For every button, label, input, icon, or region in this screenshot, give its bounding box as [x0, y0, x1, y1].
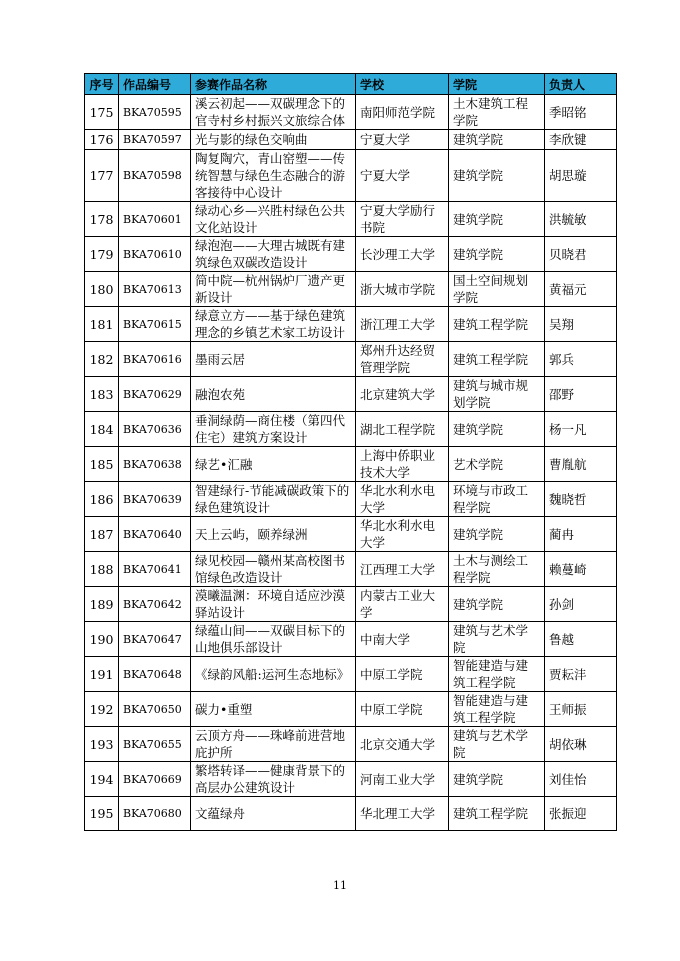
leader-name: 赖蔓崎 — [545, 552, 617, 587]
table-row — [85, 272, 617, 307]
school-name: 中原工学院 — [356, 692, 449, 727]
leader-name: 张振迎 — [545, 797, 617, 831]
table-header — [85, 74, 617, 95]
college-name: 智能建造与建筑工程学院 — [449, 692, 545, 727]
row-index: 184 — [85, 412, 119, 447]
leader-name: 贝晓君 — [545, 237, 617, 272]
row-index: 176 — [85, 130, 119, 150]
table-row — [85, 517, 617, 552]
leader-name: 杨一凡 — [545, 412, 617, 447]
work-name: 碳力•重塑 — [191, 692, 356, 727]
work-code: BKA70616 — [119, 342, 191, 377]
school-name: 湖北工程学院 — [356, 412, 449, 447]
row-index: 186 — [85, 482, 119, 517]
school-name: 上海中侨职业技术大学 — [356, 447, 449, 482]
work-name: 绿泡泡——大理古城既有建筑绿色双碳改造设计 — [191, 237, 356, 272]
school-name: 南阳师范学院 — [356, 95, 449, 130]
work-name: 漠曦温渊：环境自适应沙漠驿站设计 — [191, 587, 356, 622]
work-name: 墨雨云居 — [191, 342, 356, 377]
row-index: 188 — [85, 552, 119, 587]
header-index: 序号 — [85, 74, 119, 95]
table-row — [85, 237, 617, 272]
work-name: 绿见校园—赣州某高校图书馆绿色改造设计 — [191, 552, 356, 587]
work-name: 绿蕴山间——双碳目标下的山地俱乐部设计 — [191, 622, 356, 657]
row-index: 183 — [85, 377, 119, 412]
table-row — [85, 307, 617, 342]
work-code: BKA70648 — [119, 657, 191, 692]
college-name: 智能建造与建筑工程学院 — [449, 657, 545, 692]
row-index: 194 — [85, 762, 119, 797]
school-name: 郑州升达经贸管理学院 — [356, 342, 449, 377]
row-index: 181 — [85, 307, 119, 342]
college-name: 建筑工程学院 — [449, 797, 545, 831]
row-index: 179 — [85, 237, 119, 272]
header-work-name: 参赛作品名称 — [191, 74, 356, 95]
college-name: 建筑工程学院 — [449, 342, 545, 377]
leader-name: 贾耘沣 — [545, 657, 617, 692]
school-name: 宁夏大学 — [356, 130, 449, 150]
table-row — [85, 202, 617, 237]
leader-name: 王师振 — [545, 692, 617, 727]
row-index: 191 — [85, 657, 119, 692]
table-row — [85, 377, 617, 412]
table-row — [85, 797, 617, 831]
college-name: 建筑学院 — [449, 517, 545, 552]
leader-name: 蔺冉 — [545, 517, 617, 552]
row-index: 177 — [85, 150, 119, 202]
work-code: BKA70655 — [119, 727, 191, 762]
table-row — [85, 150, 617, 202]
work-name: 融泡农苑 — [191, 377, 356, 412]
row-index: 178 — [85, 202, 119, 237]
college-name: 建筑学院 — [449, 587, 545, 622]
row-index: 187 — [85, 517, 119, 552]
college-name: 建筑学院 — [449, 412, 545, 447]
work-code: BKA70636 — [119, 412, 191, 447]
table-row — [85, 657, 617, 692]
work-name: 繁塔转译——健康背景下的高层办公建筑设计 — [191, 762, 356, 797]
leader-name: 曹胤航 — [545, 447, 617, 482]
work-name: 天上云屿，颐养绿洲 — [191, 517, 356, 552]
work-name: 垂洞绿荫—商住楼（第四代住宅）建筑方案设计 — [191, 412, 356, 447]
row-index: 182 — [85, 342, 119, 377]
row-index: 193 — [85, 727, 119, 762]
work-code: BKA70642 — [119, 587, 191, 622]
work-name: 陶复陶穴，青山窑塑——传统智慧与绿色生态融合的游客接待中心设计 — [191, 150, 356, 202]
leader-name: 黄福元 — [545, 272, 617, 307]
college-name: 建筑工程学院 — [449, 307, 545, 342]
work-code: BKA70610 — [119, 237, 191, 272]
row-index: 190 — [85, 622, 119, 657]
work-name: 绿意立方——基于绿色建筑理念的乡镇艺术家工坊设计 — [191, 307, 356, 342]
leader-name: 郭兵 — [545, 342, 617, 377]
leader-name: 洪毓敏 — [545, 202, 617, 237]
table-row — [85, 447, 617, 482]
header-code: 作品编号 — [119, 74, 191, 95]
table-row — [85, 692, 617, 727]
award-list-table — [84, 73, 617, 831]
leader-name: 吴翔 — [545, 307, 617, 342]
leader-name: 刘佳怡 — [545, 762, 617, 797]
table-row — [85, 412, 617, 447]
college-name: 建筑学院 — [449, 130, 545, 150]
school-name: 江西理工大学 — [356, 552, 449, 587]
work-code: BKA70598 — [119, 150, 191, 202]
college-name: 国土空间规划学院 — [449, 272, 545, 307]
header-row — [85, 74, 617, 95]
college-name: 建筑学院 — [449, 202, 545, 237]
school-name: 宁夏大学励行书院 — [356, 202, 449, 237]
work-name: 绿动心乡—兴胜村绿色公共文化站设计 — [191, 202, 356, 237]
school-name: 中南大学 — [356, 622, 449, 657]
school-name: 浙大城市学院 — [356, 272, 449, 307]
college-name: 建筑与艺术学院 — [449, 727, 545, 762]
header-college: 学院 — [449, 74, 545, 95]
work-code: BKA70629 — [119, 377, 191, 412]
work-code: BKA70650 — [119, 692, 191, 727]
school-name: 华北水利水电大学 — [356, 517, 449, 552]
college-name: 艺术学院 — [449, 447, 545, 482]
college-name: 建筑学院 — [449, 237, 545, 272]
college-name: 建筑学院 — [449, 150, 545, 202]
table-row — [85, 622, 617, 657]
work-name: 《绿韵风船:运河生态地标》 — [191, 657, 356, 692]
college-name: 环境与市政工程学院 — [449, 482, 545, 517]
college-name: 土木建筑工程学院 — [449, 95, 545, 130]
college-name: 建筑与城市规划学院 — [449, 377, 545, 412]
school-name: 中原工学院 — [356, 657, 449, 692]
table-row — [85, 482, 617, 517]
leader-name: 魏晓哲 — [545, 482, 617, 517]
work-name: 文蕴绿舟 — [191, 797, 356, 831]
table-body — [85, 95, 617, 831]
work-code: BKA70680 — [119, 797, 191, 831]
leader-name: 季昭铭 — [545, 95, 617, 130]
leader-name: 胡依琳 — [545, 727, 617, 762]
row-index: 189 — [85, 587, 119, 622]
school-name: 华北水利水电大学 — [356, 482, 449, 517]
table-row — [85, 552, 617, 587]
leader-name: 胡思璇 — [545, 150, 617, 202]
header-school: 学校 — [356, 74, 449, 95]
work-code: BKA70647 — [119, 622, 191, 657]
row-index: 195 — [85, 797, 119, 831]
row-index: 185 — [85, 447, 119, 482]
row-index: 192 — [85, 692, 119, 727]
page-number: 11 — [333, 879, 347, 892]
leader-name: 李欣键 — [545, 130, 617, 150]
college-name: 建筑与艺术学院 — [449, 622, 545, 657]
work-code: BKA70595 — [119, 95, 191, 130]
college-name: 建筑学院 — [449, 762, 545, 797]
leader-name: 邵野 — [545, 377, 617, 412]
work-code: BKA70638 — [119, 447, 191, 482]
work-name: 智建绿行-节能减碳政策下的绿色建筑设计 — [191, 482, 356, 517]
table-row — [85, 342, 617, 377]
work-name: 云顶方舟——珠峰前进营地庇护所 — [191, 727, 356, 762]
table-row — [85, 587, 617, 622]
school-name: 内蒙古工业大学 — [356, 587, 449, 622]
leader-name: 孙剑 — [545, 587, 617, 622]
work-code: BKA70641 — [119, 552, 191, 587]
work-name: 光与影的绿色交响曲 — [191, 130, 356, 150]
school-name: 华北理工大学 — [356, 797, 449, 831]
row-index: 175 — [85, 95, 119, 130]
school-name: 北京交通大学 — [356, 727, 449, 762]
work-code: BKA70615 — [119, 307, 191, 342]
school-name: 长沙理工大学 — [356, 237, 449, 272]
table-row — [85, 727, 617, 762]
college-name: 土木与测绘工程学院 — [449, 552, 545, 587]
school-name: 河南工业大学 — [356, 762, 449, 797]
work-name: 绿艺•汇融 — [191, 447, 356, 482]
work-code: BKA70597 — [119, 130, 191, 150]
work-name: 溪云初起——双碳理念下的官寺村乡村振兴文旅综合体 — [191, 95, 356, 130]
work-code: BKA70669 — [119, 762, 191, 797]
school-name: 北京建筑大学 — [356, 377, 449, 412]
work-name: 简中院—杭州锅炉厂遗产更新设计 — [191, 272, 356, 307]
work-code: BKA70613 — [119, 272, 191, 307]
table-row — [85, 762, 617, 797]
school-name: 宁夏大学 — [356, 150, 449, 202]
table-row — [85, 95, 617, 130]
school-name: 浙江理工大学 — [356, 307, 449, 342]
header-leader: 负责人 — [545, 74, 617, 95]
row-index: 180 — [85, 272, 119, 307]
leader-name: 鲁越 — [545, 622, 617, 657]
work-code: BKA70640 — [119, 517, 191, 552]
table-row — [85, 130, 617, 150]
work-code: BKA70639 — [119, 482, 191, 517]
work-code: BKA70601 — [119, 202, 191, 237]
